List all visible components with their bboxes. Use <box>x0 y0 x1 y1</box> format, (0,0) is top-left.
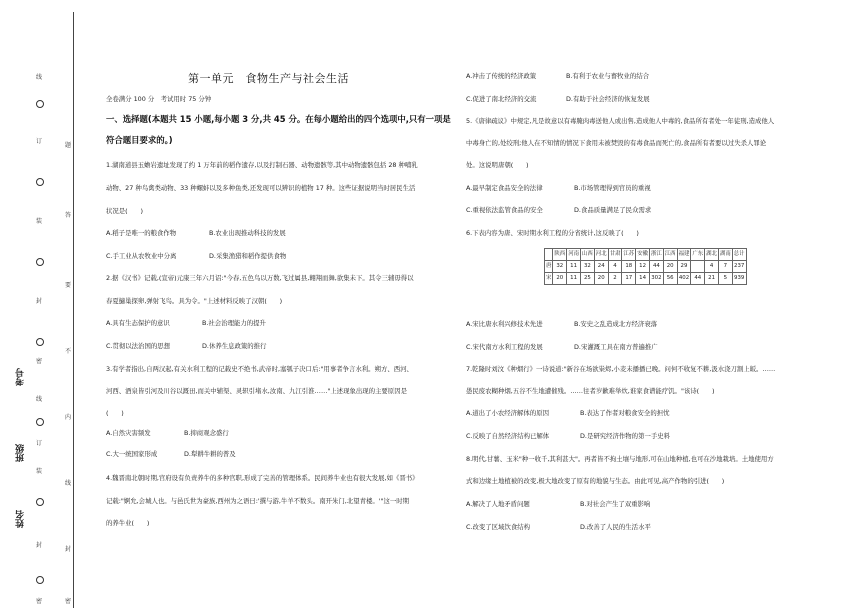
binding-hole <box>36 100 44 108</box>
table-cell: 939 <box>732 273 746 285</box>
option-b: B.市场管理得到官员的重视 <box>574 184 651 192</box>
question-7: 7.乾隆时刘汶《种烟行》一诗说道:"新谷在场欲粜烬,小麦未播播已晚。问何不收复不耕,汲水浇刀割上皈。…… <box>466 365 776 373</box>
table-cell: 4 <box>705 261 719 273</box>
question-5: 处。这说明唐朝( ) <box>466 161 529 169</box>
option-d: D.休养生息政策的推行 <box>202 342 267 350</box>
warning-char: 线 <box>65 480 72 487</box>
warning-char: 密 <box>65 598 72 605</box>
question-1: 动物、27 种鸟禽类动物、33 种螺蚌以及多种鱼类,还发现可以辨识的植物 17 种。这些证据说明当时居民生活 <box>106 184 416 192</box>
warning-char: 不 <box>65 348 72 355</box>
question-1: 状况是( ) <box>106 207 143 215</box>
seal-char: 装 <box>36 218 43 225</box>
table-header-cell: 湖南 <box>718 249 732 261</box>
option-a: A.自然灾害频发 <box>106 429 151 437</box>
table-cell: 237 <box>732 261 746 273</box>
table-cell: 32 <box>553 261 567 273</box>
seal-char: 封 <box>36 298 43 305</box>
question-4: 的养牛业( ) <box>106 519 150 527</box>
option-d: D.食品质量满足了民众需求 <box>574 206 652 214</box>
table-header-cell: 浙江 <box>649 249 663 261</box>
table-cell: 44 <box>691 273 705 285</box>
option-c: C.手工业从农牧业中分离 <box>106 252 177 260</box>
table-cell: 29 <box>677 261 691 273</box>
irrigation-table <box>544 248 747 285</box>
option-b: B.有利于农业与畜牧业的结合 <box>566 72 650 80</box>
table-cell: 24 <box>594 261 608 273</box>
table-cell: 21 <box>705 273 719 285</box>
table-row <box>545 273 747 285</box>
table-cell: 11 <box>567 273 581 285</box>
table-header-cell: 广东 <box>691 249 705 261</box>
question-6: 6.下表内容为唐、宋时期水利工程的分省统计,这反映了( ) <box>466 229 639 237</box>
table-header-cell: 湖北 <box>705 249 719 261</box>
question-8: 式和边缘土地植被的改变,极大地改变了原有的地貌与生态。由此可见,高产作物的引进( ) <box>466 477 725 485</box>
option-b: B.表达了作者对粮食安全的担忧 <box>580 409 670 417</box>
table-header-cell: 江苏 <box>622 249 636 261</box>
table-cell: 20 <box>663 261 677 273</box>
table-row <box>545 261 747 273</box>
section-heading: 符合题目要求的。) <box>106 135 173 145</box>
option-a: A.解决了人地矛盾问题 <box>466 500 530 508</box>
question-4: 4.魏晋南北朝时期,官府设有负责养牛的多种官职,形成了完善的管理体系。民间养牛业也有很大发展,如《晋书》 <box>106 474 419 482</box>
question-3: 3.有学者指出,自两汉起,有关水利工程的记载史不绝书,武帝时,塞瓠子决口后:"用事者争言水利。朔方、西河、 <box>106 365 413 373</box>
table-header-row <box>545 249 747 261</box>
table-header-cell: 安徽 <box>636 249 650 261</box>
table-header-cell: 总计 <box>732 249 746 261</box>
table-header-cell: 甘肃 <box>608 249 622 261</box>
seal-char: 订 <box>36 440 43 447</box>
table-cell <box>691 261 705 273</box>
option-c: C.促进了南北经济的交流 <box>466 95 537 103</box>
exam-number-label: 考号 <box>16 368 26 386</box>
option-b: B.社会治理能力的提升 <box>202 319 266 327</box>
warning-char: 封 <box>65 546 72 553</box>
table-header-cell: 江西 <box>663 249 677 261</box>
class-label: 班级 <box>16 444 26 462</box>
option-d: D.有助于社会经济的恢复发展 <box>566 95 650 103</box>
page-title: 第一单元 食物生产与社会生活 <box>188 72 349 85</box>
option-d: D.犁耕牛耕的普及 <box>184 450 236 458</box>
binding-hole <box>36 178 44 186</box>
table-cell: 2 <box>608 273 622 285</box>
option-d: D.是研究经济作物的第一手史料 <box>580 432 671 440</box>
table-cell: 402 <box>677 273 691 285</box>
binding-hole <box>36 258 44 266</box>
question-3: 河西、酒泉皆引河及川谷以溉田,而关中辅渠、灵轵引堵水,汝南、九江引淮……"上述现象出现的主要原因是 <box>106 387 407 395</box>
exam-info: 全卷满分 100 分 考试用时 75 分钟 <box>106 95 212 103</box>
option-a: A.冲击了传统的经济政策 <box>466 72 537 80</box>
table-header-cell: 山西 <box>581 249 595 261</box>
option-c: C.改变了区域饮食结构 <box>466 523 531 531</box>
table-header-cell: 河北 <box>594 249 608 261</box>
option-a: A.具有生态保护的意识 <box>106 319 170 327</box>
question-2: 2.据《汉书》记载,(宣帝)元康三年六月诏:"今春,五色鸟以万数,飞过属县,翱翔而舞,欲集未下。其令三辅毋得以 <box>106 274 414 282</box>
option-c: C.宋代南方水利工程的发展 <box>466 343 543 351</box>
table-header-cell <box>545 249 553 261</box>
table-header-cell: 陕西 <box>553 249 567 261</box>
table-cell: 7 <box>718 261 732 273</box>
option-b: B.农业出现推动科技的发展 <box>209 229 286 237</box>
table-cell: 17 <box>622 273 636 285</box>
table-cell: 12 <box>636 261 650 273</box>
warning-char: 内 <box>65 414 72 421</box>
warning-char: 答 <box>65 212 72 219</box>
question-7: 愚民废农糊种烟,五谷不生地遭催残。……往者岁歉难举炊,谁家食谱能疗饥。"该诗( ) <box>466 387 715 395</box>
binding-line <box>73 12 74 608</box>
seal-char: 线 <box>36 396 43 403</box>
seal-char: 订 <box>36 138 43 145</box>
table-cell: 5 <box>718 273 732 285</box>
question-5: 中毒身亡的,处绞刑;他人在不知情的情况下食用未被焚毁的有毒食品而死亡的,食品所有者要以过失杀人罪论 <box>466 139 767 147</box>
table-cell: 302 <box>649 273 663 285</box>
table-cell: 25 <box>581 273 595 285</box>
option-b: B.对社会产生了双重影响 <box>580 500 651 508</box>
option-c: C.反映了自然经济结构已解体 <box>466 432 550 440</box>
option-c: C.贯彻以法治国的思想 <box>106 342 171 350</box>
table-cell: 44 <box>649 261 663 273</box>
seal-char: 封 <box>36 542 43 549</box>
warning-char: 要 <box>65 282 72 289</box>
question-1: 1.湖南道县玉蟾岩遗址发现了约 1 万年前的稻作遗存,以及打制石器、动物遗骸等,其中动物遗骸包括 28 种哺乳 <box>106 161 418 169</box>
binding-hole <box>36 338 44 346</box>
question-8: 8.明代,甘薯、玉米"种一收千,其利甚大"。再者皆不拘土壤与地形,可在山地种植,也可在沙地栽培。土地使用方 <box>466 455 774 463</box>
question-2: 春夏擿巢探卵,弹射飞鸟。具为令。"上述材料反映了汉朝( ) <box>106 297 283 305</box>
binding-hole <box>36 576 44 584</box>
question-4: 记载:"婀允,会城人也。与邑氏世为豪族,西州为之语曰:'撰与游,牛羊不数头。南开朱门,北望青楼。'"这一时期 <box>106 497 410 505</box>
option-a: A.宋比唐水利兴修技术先进 <box>466 320 543 328</box>
option-b: B.抑商观念盛行 <box>184 429 229 437</box>
table-cell: 32 <box>581 261 595 273</box>
table-cell: 14 <box>636 273 650 285</box>
table-cell: 18 <box>622 261 636 273</box>
table-cell: 56 <box>663 273 677 285</box>
option-d: D.改善了人民的生活水平 <box>580 523 651 531</box>
seal-char: 装 <box>36 468 43 475</box>
option-a: A.稻子是唯一的粮食作物 <box>106 229 177 237</box>
option-a: A.最早制定食品安全的法律 <box>466 184 543 192</box>
seal-char: 密 <box>36 358 43 365</box>
option-c: C.大一统国家形成 <box>106 450 158 458</box>
table-cell: 11 <box>567 261 581 273</box>
table-cell: 宋 <box>545 273 553 285</box>
name-label: 姓名 <box>16 510 26 528</box>
option-c: C.重视依法监管食品的安全 <box>466 206 543 214</box>
table-header-cell: 福建 <box>677 249 691 261</box>
binding-hole <box>36 418 44 426</box>
question-5: 5.《唐律疏议》中规定,凡是故意以有毒腌肉毒送他人或出售,造成他人中毒的,食品所有者处一年徒刑,造成他人 <box>466 117 775 125</box>
seal-char: 密 <box>36 598 43 605</box>
option-a: A.道出了小农经济解体的原因 <box>466 409 549 417</box>
seal-char: 线 <box>36 74 43 81</box>
table-cell: 20 <box>553 273 567 285</box>
question-3: ( ) <box>106 409 124 417</box>
warning-char: 题 <box>65 142 72 149</box>
option-d: D.采集渔猎和稻作提供食物 <box>209 252 287 260</box>
table-cell: 20 <box>594 273 608 285</box>
option-b: B.安史之乱造成北方经济衰落 <box>574 320 658 328</box>
binding-margin <box>0 0 90 608</box>
option-d: D.宋灌溉工具在南方普遍推广 <box>574 343 658 351</box>
table-cell: 4 <box>608 261 622 273</box>
section-heading: 一、选择题(本题共 15 小题,每小题 3 分,共 45 分。在每小题给出的四个选项中,只有一项是 <box>106 114 451 124</box>
binding-hole <box>36 498 44 506</box>
table-header-cell: 河南 <box>567 249 581 261</box>
table-cell: 唐 <box>545 261 553 273</box>
